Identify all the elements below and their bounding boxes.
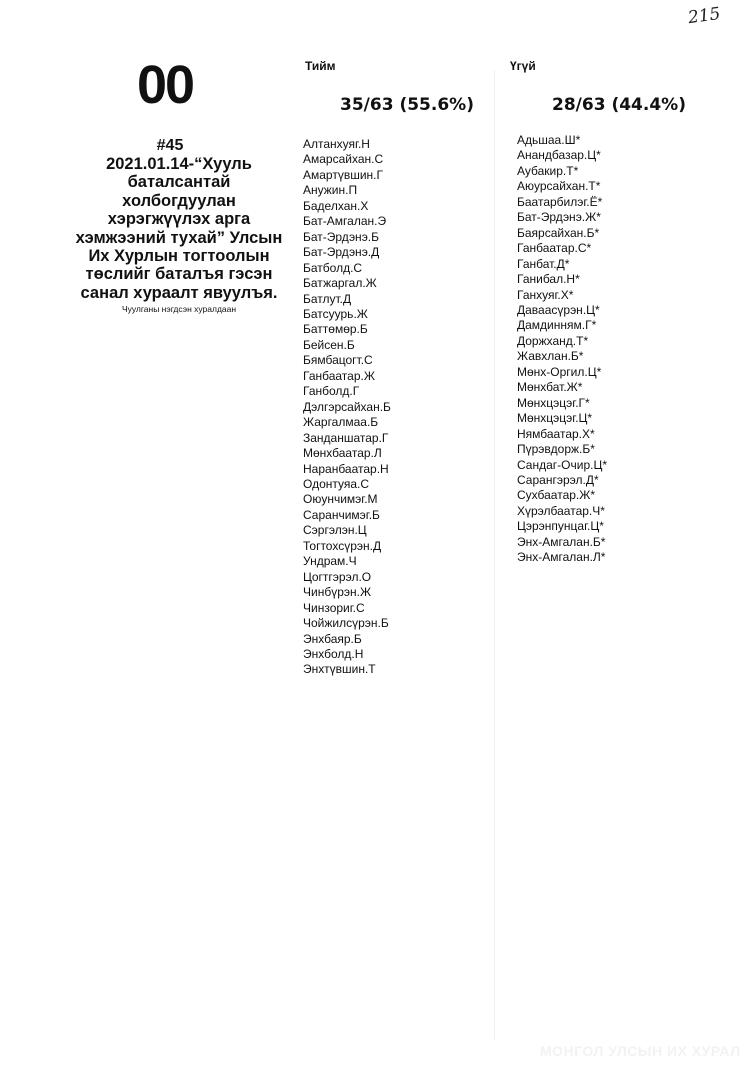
voter-name: Сандаг-Очир.Ц* [517, 457, 607, 472]
yes-voter-list [303, 137, 391, 678]
yes-column-header: Тийм [305, 59, 336, 73]
voter-name: Пүрэвдорж.Б* [517, 442, 595, 457]
voter-name: Бат-Эрдэнэ.Б [303, 229, 380, 244]
voter-name: Ганхуяг.Х* [517, 287, 574, 302]
voter-name: Ганбаатар.С* [517, 241, 592, 256]
voter-name: Анужин.П [303, 183, 358, 198]
voter-name: Цэрэнпунцаг.Ц* [517, 519, 604, 534]
voter-name: Амартүвшин.Г [303, 167, 383, 182]
voter-name: Нямбаатар.Х* [517, 426, 595, 441]
voter-name: Доржханд.Т* [517, 333, 589, 348]
voter-name: Тогтохсүрэн.Д [303, 538, 382, 553]
voter-name: Батсуурь.Ж [303, 306, 368, 321]
voter-name: Мөнхбаатар.Л [303, 446, 382, 461]
voter-name: Амарсайхан.С [303, 152, 384, 167]
voter-name: Чинбүрэн.Ж [303, 585, 372, 600]
voter-name: Цогтгэрэл.О [303, 569, 372, 584]
voter-name: Ганболд.Г [303, 384, 360, 399]
voter-name: Батжаргал.Ж [303, 276, 377, 291]
voter-name: Занданшатар.Г [303, 430, 389, 445]
voter-name: Энхболд.Н [303, 646, 364, 661]
voter-name: Одонтуяа.С [303, 476, 370, 491]
voter-name: Ундрам.Ч [303, 554, 357, 569]
voter-name: Баттөмөр.Б [303, 322, 368, 337]
voter-name: Оюунчимэг.М [303, 492, 378, 507]
no-voter-list [517, 133, 607, 566]
voter-name: Баатарбилэг.Ё* [517, 194, 603, 209]
voter-name: Бямбацогт.С [303, 353, 373, 368]
voter-name: Сарангэрэл.Д* [517, 472, 599, 487]
motion-title: 2021.01.14-“Хууль баталсантай холбогдуулан хэрэгжүүлэх арга хэмжээний тухай” Улсын Их Хурлын тогтоолын төслийг баталъя гэсэн санал хураалт явуулъя. [75, 155, 283, 302]
voter-name: Дамдинням.Г* [517, 318, 597, 333]
voter-name: Алтанхуяг.Н [303, 137, 370, 151]
voter-name: Бейсен.Б [303, 337, 355, 352]
voter-name: Мөнхцэцэг.Г* [517, 395, 590, 410]
voter-name: Мөнхбат.Ж* [517, 380, 583, 395]
voter-name: Энхбаяр.Б [303, 631, 362, 646]
yes-vote-result: 35/63 (55.6%) [340, 95, 474, 115]
voter-name: Баярсайхан.Б* [517, 225, 600, 240]
voter-name: Ганбат.Д* [517, 256, 570, 271]
voter-name: Мөнх-Оргил.Ц* [517, 364, 602, 379]
voter-name: Энх-Амгалан.Л* [517, 550, 606, 565]
voter-name: Чинзориг.С [303, 600, 365, 615]
voter-name: Баделхан.Х [303, 198, 369, 213]
voter-name: Наранбаатар.Н [303, 461, 389, 476]
voter-name: Энхтүвшин.Т [303, 662, 376, 677]
voter-name: Саранчимэг.Б [303, 507, 380, 522]
voter-name: Дэлгэрсайхан.Б [303, 399, 391, 414]
voter-name: Ганбаатар.Ж [303, 368, 375, 383]
voter-name: Ганибал.Н* [517, 272, 580, 287]
footer-watermark: МОНГОЛ УЛСЫН ИХ ХУРАЛ [540, 1043, 741, 1059]
voter-name: Мөнхцэцэг.Ц* [517, 411, 593, 426]
voter-name: Аюурсайхан.Т* [517, 179, 601, 194]
voter-name: Жавхлан.Б* [517, 349, 584, 364]
voter-name: Анандбазар.Ц* [517, 148, 601, 163]
voter-name: Батлут.Д [303, 291, 352, 306]
voter-name: Бат-Эрдэнэ.Д [303, 245, 380, 260]
voter-name: Даваасүрэн.Ц* [517, 302, 600, 317]
voter-name: Бат-Эрдэнэ.Ж* [517, 210, 601, 225]
vote-number: #45 [156, 137, 184, 154]
voter-name: Аубакир.Т* [517, 163, 579, 178]
voter-name: Хүрэлбаатар.Ч* [517, 503, 605, 518]
voter-name: Сухбаатар.Ж* [517, 488, 596, 503]
voter-name: Бат-Амгалан.Э [303, 214, 387, 229]
voter-name: Чойжилсүрэн.Б [303, 616, 389, 631]
voter-name: Сэргэлэн.Ц [303, 523, 367, 538]
column-divider [494, 70, 495, 1040]
handwritten-page-number: 215 [686, 3, 722, 29]
meeting-label: Чуулганы нэгдсэн хуралдаан [121, 304, 237, 314]
no-vote-result: 28/63 (44.4%) [552, 95, 686, 115]
voter-name: Адьшаа.Ш* [517, 133, 581, 147]
no-column-header: Үгүй [510, 59, 536, 73]
voter-name: Энх-Амгалан.Б* [517, 534, 606, 549]
session-code: 00 [136, 55, 194, 115]
voter-name: Батболд.С [303, 260, 363, 275]
voter-name: Жаргалмаа.Б [303, 415, 379, 430]
